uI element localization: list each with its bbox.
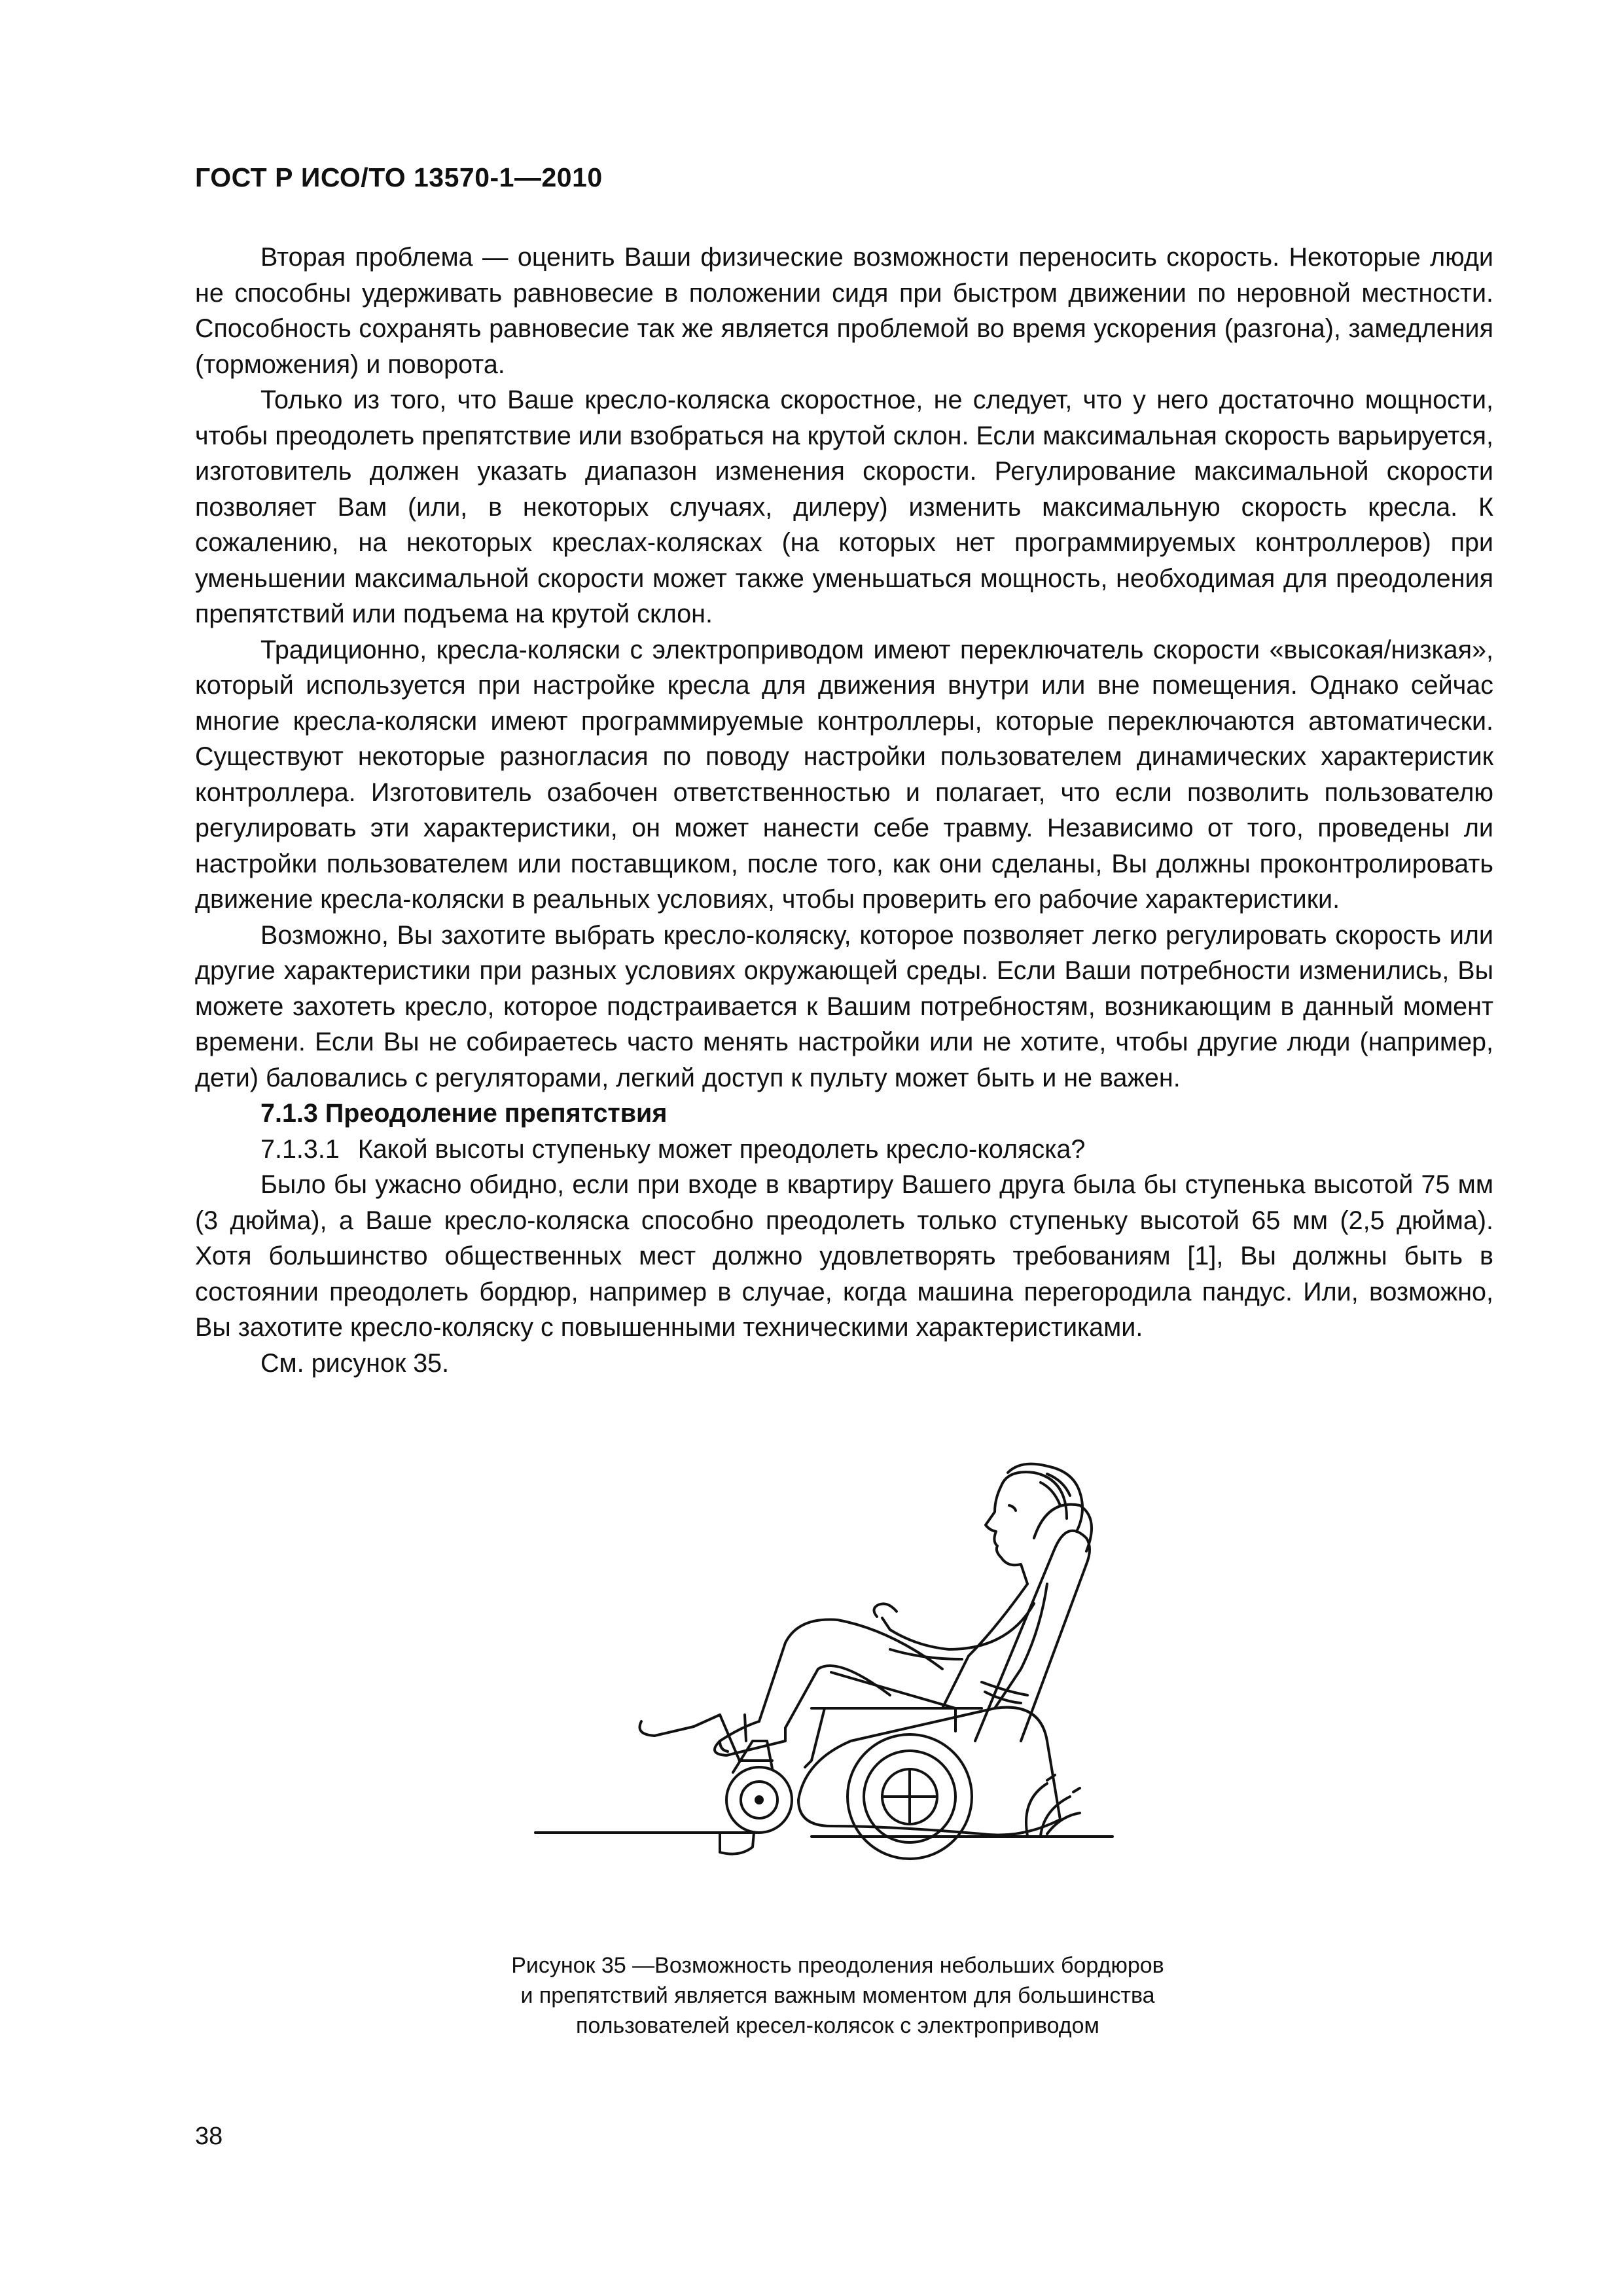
clause-text: Какой высоты ступеньку может преодолеть кресло-коляска? <box>357 1134 1086 1164</box>
figure-caption <box>419 1950 1257 2041</box>
caption-line: и препятствий является важным моментом для большинства <box>520 1983 1155 2008</box>
paragraph: Вторая проблема — оценить Ваши физические возможности переносить скорость. Некоторые люди не способны удерживать равновесие в положении сидя при быстром движении по неровной местности. Способность сохранять равновесие так же является проблемой во время ускорения (разгона), замедления (торможения) и поворота. <box>195 243 1493 379</box>
footrest <box>640 1715 721 1736</box>
person-legs <box>759 1619 942 1728</box>
paragraph: Традиционно, кресла-коляски с электроприводом имеют переключатель скорости «высокая/низкая», который используется при настройке кресла для движения внутри или вне помещения. Однако сейчас многие кресла-коляски имеют программируемые контроллеры, которые переключаются автоматически. Существуют некоторые разногласия по поводу настройки пользователем динамических характеристик контроллера. Изготовитель озабочен ответственностью и полагает, что если позволить пользователю регулировать эти характеристики, он может нанести себе травму. Независимо от того, проведены ли настройки пользователем или поставщиком, после того, как они сделаны, Вы должны проконтролировать движение кресла-коляски в реальных условиях, чтобы проверить его рабочие характеристики. <box>195 635 1493 914</box>
person-head <box>986 1472 1067 1584</box>
caption-line: пользователей кресел-колясок с электроприводом <box>576 2013 1099 2038</box>
paragraph: Было бы ужасно обидно, если при входе в квартиру Вашего друга была бы ступенька высотой 75 мм (3 дюйма), а Ваше кресло-коляска способно преодолеть только ступеньку высотой 65 мм (2,5 дюйма). Хотя большинство общественных мест должно удовлетворять требованиям [1], Вы должны быть в состоянии преодолеть бордюр, например в случае, когда машина перегородила пандус. Или, возможно, Вы захотите кресло-коляску с повышенными техническими характеристиками. <box>195 1170 1493 1342</box>
wheelchair-curb-illustration <box>524 1433 1145 1931</box>
figure-reference: См. рисунок 35. <box>260 1348 450 1378</box>
paragraph: Только из того, что Ваше кресло-коляска скоростное, не следует, что у него достаточно мощности, чтобы преодолеть препятствие или взобраться на крутой склон. Если максимальная скорость варьируется, изготовитель должен указать диапазон изменения скорости. Регулирование максимальной скорости позволяет Вам (или, в некоторых случаях, дилеру) изменить максимальную скорость кресла. К сожалению, на некоторых креслах-колясках (на которых нет программируемых контроллеров) при уменьшении максимальной скорости может также уменьшаться мощность, необходимая для преодоления препятствий или подъема на крутой склон. <box>195 386 1493 628</box>
section-heading: 7.1.3 Преодоление препятствия <box>260 1099 668 1128</box>
clause-number: 7.1.3.1 <box>260 1134 340 1164</box>
caption-line: Рисунок 35 —Возможность преодоления небольших бордюров <box>511 1953 1164 1978</box>
document-header: ГОСТ Р ИСО/ТО 13570-1—2010 <box>195 162 603 192</box>
clause-title <box>195 1132 1493 1168</box>
page-number: 38 <box>195 2123 223 2150</box>
splash-marks <box>1026 1784 1080 1836</box>
paragraph: Возможно, Вы захотите выбрать кресло-коляску, которое позволяет легко регулировать скорость или другие характеристики при разных условиях окружающей среды. Если Ваши потребности изменились, Вы можете захотеть кресло, которое подстраивается к Вашим потребностям, возникающим в данный момент времени. Если Вы не собираетесь часто менять настройки или не хотите, чтобы другие люди (например, дети) баловались с регуляторами, легкий доступ к пульту может быть и не важен. <box>195 920 1493 1092</box>
body-text <box>195 240 1493 1381</box>
curb <box>720 1833 754 1854</box>
